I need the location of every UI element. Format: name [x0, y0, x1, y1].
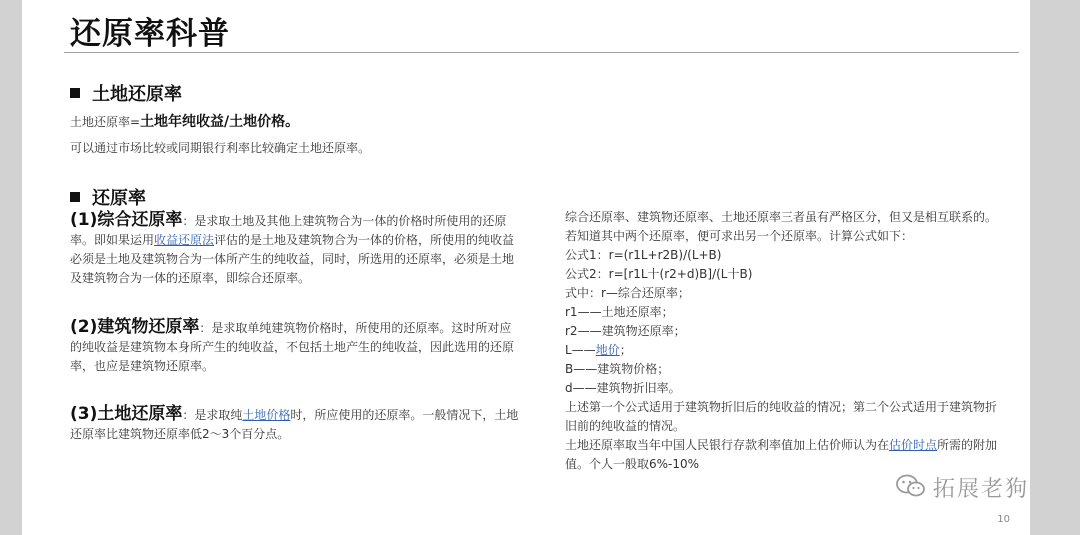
land-rate-label: (3)土地还原率	[70, 404, 183, 424]
square-bullet-icon	[70, 88, 80, 98]
formula-1: 公式1：r=(r1L+r2B)/(L+B)	[565, 248, 722, 262]
land-price-link[interactable]: 土地价格	[242, 408, 291, 422]
building-rate-label: (2)建筑物还原率	[70, 317, 200, 337]
formula-2: 公式2：r=[r1L十(r2+d)B]/(L十B)	[565, 267, 753, 281]
rates-heading	[70, 184, 146, 210]
definition-prefix: 土地还原率=	[70, 115, 141, 129]
intro-line-2: 若知道其中两个还原率，便可求出另一个还原率。计算公式如下：	[565, 229, 914, 243]
wechat-icon	[895, 473, 927, 503]
square-bullet-icon	[70, 192, 80, 202]
watermark-text: 拓展老狗	[933, 477, 1030, 502]
left-margin	[0, 0, 22, 535]
land-rate-note	[565, 436, 1005, 474]
title-divider	[64, 52, 1019, 53]
legend-l-prefix: L——	[565, 343, 596, 357]
land-rate-heading-text: 土地还原率	[92, 84, 182, 105]
page-number: 10	[997, 514, 1010, 525]
comprehensive-rate-text: ：是求取土地及其他上建筑物合为一体的价格时所使用的还原率。即如果运用	[70, 214, 507, 247]
land-rate-method: 可以通过市场比较或同期银行利率比较确定土地还原率。	[70, 141, 371, 155]
legend-l	[565, 341, 1005, 360]
legend-b: B——建筑物价格；	[565, 362, 670, 376]
land-rate-paragraph	[70, 405, 520, 444]
legend-r: 式中：r—综合还原率；	[565, 286, 690, 300]
formula-note: 上述第一个公式适用于建筑物折旧后的纯收益的情况；第二个公式适用于建筑物折旧前的纯收益的情况。	[565, 400, 998, 433]
right-margin	[1030, 0, 1080, 535]
land-rate-note-text-cont: 所需的附加值。个人一般取6%-10%	[565, 438, 998, 471]
land-rate-note-text: 土地还原率取当年中国人民银行存款利率值加上估价师认为在	[565, 438, 890, 452]
land-rate-text-cont: 时，所应使用的还原率。一般情况下，土地还原率比建筑物还原率低2～3个百分点。	[70, 408, 519, 441]
intro-line-1: 综合还原率、建筑物还原率、土地还原率三者虽有严格区分，但又是相互联系的。	[565, 210, 998, 224]
land-rate-heading	[70, 80, 182, 106]
legend-l-suffix: ；	[619, 343, 632, 357]
land-rate-text: ：是求取纯	[182, 408, 243, 422]
slide-title: 还原率科普	[70, 16, 230, 52]
land-value-link[interactable]: 地价	[595, 343, 620, 357]
legend-r1: r1——土地还原率；	[565, 305, 674, 319]
comprehensive-rate-label: (1)综合还原率	[70, 210, 183, 230]
comprehensive-rate-paragraph	[70, 211, 520, 288]
income-approach-link[interactable]: 收益还原法	[154, 233, 215, 247]
legend-d: d——建筑物折旧率。	[565, 381, 681, 395]
comprehensive-rate-text-cont: 评估的是土地及建筑物合为一体的价格，所使用的纯收益必须是土地及建筑物合为一体所产生的纯收益，同时，所选用的还原率，必须是土地及建筑物合为一体的还原率，即综合还原率。	[70, 233, 515, 285]
legend-r2: r2——建筑物还原率；	[565, 324, 686, 338]
land-rate-definition	[70, 113, 520, 132]
valuation-date-link[interactable]: 估价时点	[889, 438, 938, 452]
building-rate-text: ：是求取单纯建筑物价格时，所使用的还原率。这时所对应的纯收益是建筑物本身所产生的纯收益，不包括土地产生的纯收益，因此选用的还原率，也应是建筑物还原率。	[70, 321, 515, 373]
definition-formula: 土地年纯收益/土地价格。	[140, 114, 300, 130]
relation-intro	[565, 208, 1005, 474]
rates-heading-text: 还原率	[92, 188, 146, 209]
slide	[22, 0, 1030, 535]
building-rate-paragraph	[70, 318, 520, 376]
watermark	[895, 472, 1029, 503]
